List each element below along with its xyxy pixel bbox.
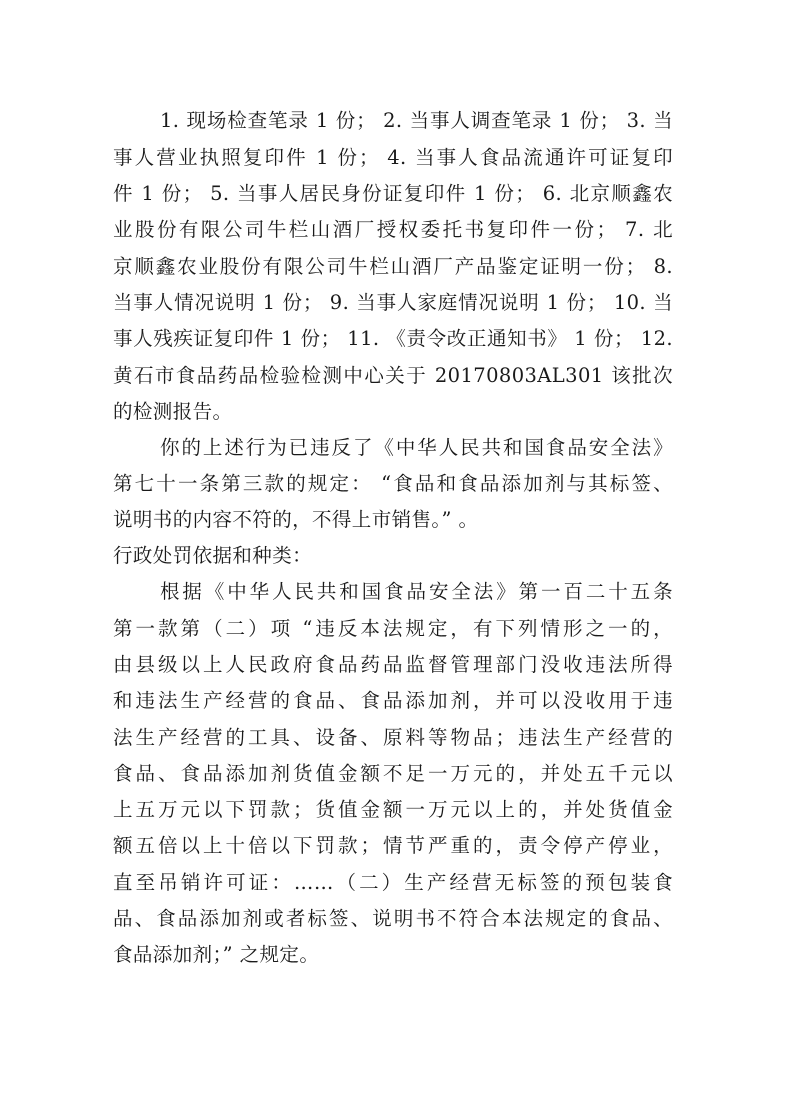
basis-line-10: 品、食品添加剂或者标签、说明书不符合本法规定的食品、 xyxy=(113,907,673,930)
basis-line-3: 由县级以上人民政府食品药品监督管理部门没收违法所得 xyxy=(113,653,673,676)
basis-line-11: 食品添加剂；” 之规定。 xyxy=(113,943,320,966)
basis-line-6: 食品、食品添加剂货值金额不足一万元的，并处五千元以 xyxy=(113,762,673,785)
evidence-line-1: 1. 现场检查笔录 1 份； 2. 当事人调查笔录 1 份； 3. 当 xyxy=(160,109,673,132)
evidence-line-9: 的检测报告。 xyxy=(113,400,233,423)
violation-line-2: 第七十一条第三款的规定： “食品和食品添加剂与其标签、 xyxy=(113,472,673,495)
section-heading: 行政处罚依据和种类： xyxy=(113,544,313,567)
evidence-line-7: 事人残疾证复印件 1 份； 11. 《责令改正通知书》 1 份； 12. xyxy=(113,327,673,350)
basis-line-9: 直至吊销许可证：……（二）生产经营无标签的预包装食 xyxy=(113,871,673,894)
basis-line-4: 和违法生产经营的食品、食品添加剂，并可以没收用于违 xyxy=(113,689,673,712)
violation-line-3: 说明书的内容不符的，不得上市销售。” 。 xyxy=(113,508,479,531)
basis-line-5: 法生产经营的工具、设备、原料等物品；违法生产经营的 xyxy=(113,726,673,749)
evidence-line-8: 黄石市食品药品检验检测中心关于 20170803AL301 该批次 xyxy=(113,364,673,387)
evidence-line-6: 当事人情况说明 1 份； 9. 当事人家庭情况说明 1 份； 10. 当 xyxy=(113,291,673,314)
basis-line-1: 根据《中华人民共和国食品安全法》第一百二十五条 xyxy=(160,580,673,603)
evidence-line-3: 件 1 份； 5. 当事人居民身份证复印件 1 份； 6. 北京顺鑫农 xyxy=(113,182,673,205)
basis-line-8: 额五倍以上十倍以下罚款；情节严重的，责令停产停业， xyxy=(113,834,673,857)
evidence-line-4: 业股份有限公司牛栏山酒厂授权委托书复印件一份； 7. 北 xyxy=(113,218,673,241)
basis-line-7: 上五万元以下罚款；货值金额一万元以上的，并处货值金 xyxy=(113,798,673,821)
violation-line-1: 你的上述行为已违反了《中华人民共和国食品安全法》 xyxy=(160,436,673,459)
evidence-line-5: 京顺鑫农业股份有限公司牛栏山酒厂产品鉴定证明一份； 8. xyxy=(113,255,673,278)
basis-line-2: 第一款第（二）项 “违反本法规定，有下列情形之一的， xyxy=(113,617,673,640)
evidence-line-2: 事人营业执照复印件 1 份； 4. 当事人食品流通许可证复印 xyxy=(113,146,673,169)
